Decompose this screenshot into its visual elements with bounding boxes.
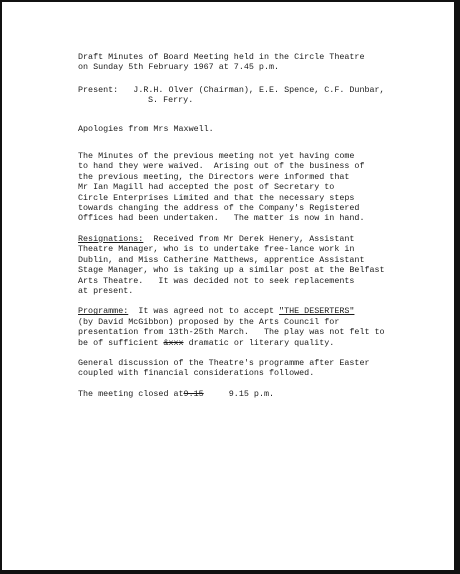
scan-border-top <box>0 0 460 2</box>
resignations-paragraph <box>78 234 430 296</box>
general-line: coupled with financial considerations followed. <box>78 368 315 379</box>
programme-last-pre: be of sufficient <box>78 337 164 348</box>
present-names-1: J.R.H. Olver (Chairman), E.E. Spence, C.F. Dunbar, <box>133 84 385 95</box>
document-title <box>78 52 430 73</box>
present-line-1 <box>78 85 430 95</box>
programme-first-text: It was agreed not to accept <box>128 306 280 317</box>
minutes-line: to hand they were waived. Arising out of the business of <box>78 161 365 172</box>
programme-paragraph <box>78 306 430 348</box>
title-line-2: on Sunday 5th February 1967 at 7.45 p.m. <box>78 62 280 73</box>
resignations-line: Dublin, and Miss Catherine Matthews, apprentice Assistant <box>78 254 365 265</box>
minutes-line: the previous meeting, the Directors were informed that <box>78 171 350 182</box>
general-line: General discussion of the Theatre's programme after Easter <box>78 357 370 368</box>
scan-border-bottom <box>0 570 460 574</box>
apologies-line: Apologies from Mrs Maxwell. <box>78 123 214 134</box>
minutes-paragraph <box>78 151 430 224</box>
minutes-line: towards changing the address of the Company's Registered <box>78 203 360 214</box>
play-title: "THE DESERTERS" <box>279 306 355 317</box>
programme-last-post: dramatic or literary quality. <box>183 337 335 348</box>
closing-struck-time: 9.15 <box>183 388 204 399</box>
resignations-line: Theatre Manager, who is to undertake free-lance work in <box>78 244 355 255</box>
general-discussion-paragraph <box>78 358 430 379</box>
closing-line <box>78 389 430 399</box>
title-line-1: Draft Minutes of Board Meeting held in the Circle Theatre <box>78 52 365 62</box>
programme-last-line <box>78 338 430 348</box>
present-section <box>78 85 430 106</box>
programme-line: presentation from 13th-25th March. The play was not felt to <box>78 327 385 338</box>
resignations-first-text: Received from Mr Derek Henery, Assistant <box>143 233 355 244</box>
minutes-line: The Minutes of the previous meeting not yet having come <box>78 151 355 162</box>
resignations-line: at present. <box>78 285 134 296</box>
minutes-line: Offices had been undertaken. The matter is now in hand. <box>78 213 365 224</box>
minutes-document <box>78 52 430 399</box>
present-label: Present: <box>78 84 119 95</box>
resignations-first-line <box>78 234 430 244</box>
present-names-2: S. Ferry. <box>148 95 194 106</box>
closing-time: 9.15 p.m. <box>203 388 275 399</box>
minutes-line: Circle Enterprises Limited and that the necessary steps <box>78 192 355 203</box>
struck-typo: &xxx <box>163 337 184 348</box>
programme-label: Programme: <box>78 306 129 317</box>
resignations-label: Resignations: <box>78 233 144 244</box>
scan-border-left <box>0 0 2 574</box>
closing-pre: The meeting closed at <box>78 388 184 399</box>
programme-first-line <box>78 306 430 316</box>
resignations-line: Arts Theatre. It was decided not to seek replacements <box>78 275 355 286</box>
programme-line: (by David McGibbon) proposed by the Arts Council for <box>78 316 340 327</box>
scan-border-right <box>454 0 460 574</box>
resignations-line: Stage Manager, who is taking up a similar post at the Belfast <box>78 265 385 276</box>
minutes-line: Mr Ian Magill had accepted the post of Secretary to <box>78 182 335 193</box>
